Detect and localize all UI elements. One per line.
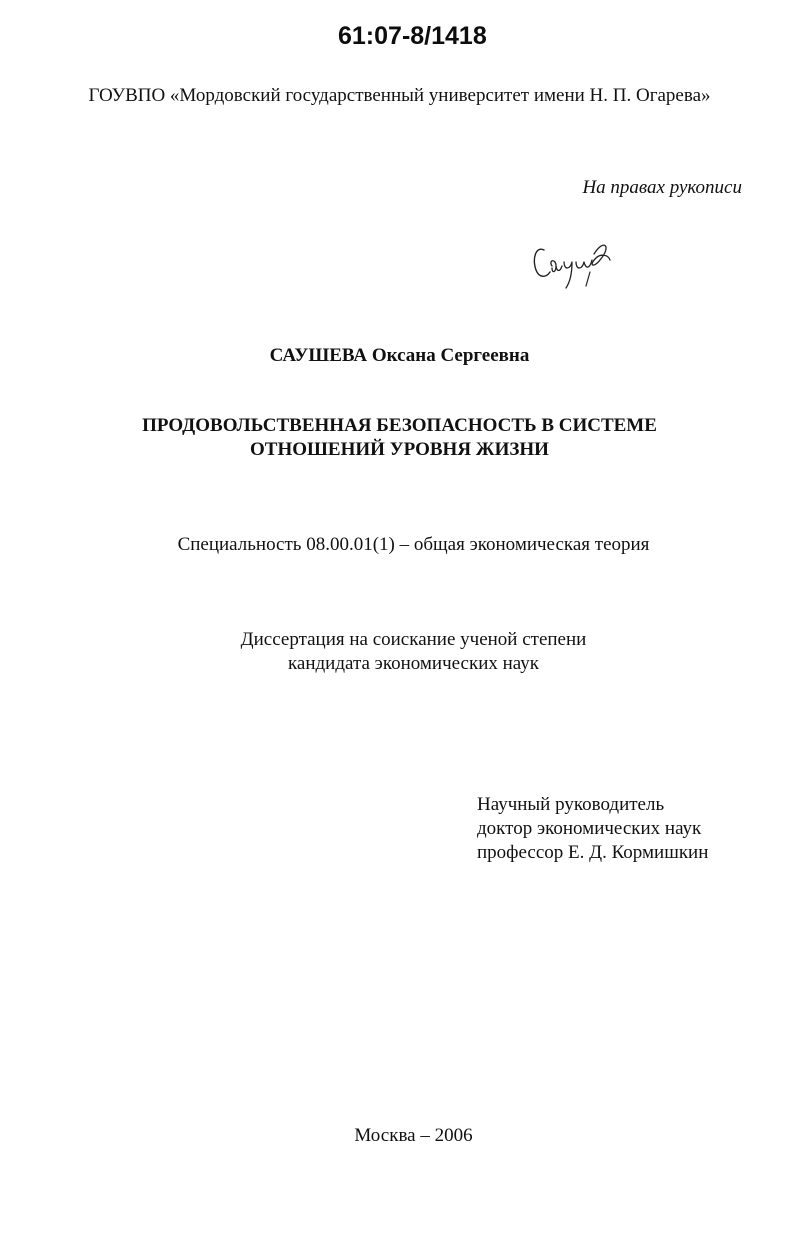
institution-name: ГОУВПО «Мордовский государственный университет имени Н. П. Огарева» xyxy=(88,85,711,106)
supervisor-line-1: Научный руководитель xyxy=(477,794,665,815)
supervisor-block xyxy=(477,793,708,865)
title-line-2: ОТНОШЕНИЙ УРОВНЯ ЖИЗНИ xyxy=(250,439,549,460)
author-name: САУШЕВА Оксана Сергеевна xyxy=(269,345,530,366)
degree-line-2: кандидата экономических наук xyxy=(287,653,540,674)
title-line-1: ПРОДОВОЛЬСТВЕННАЯ БЕЗОПАСНОСТЬ В СИСТЕМЕ xyxy=(142,415,657,436)
degree-statement xyxy=(0,628,799,676)
supervisor-line-3: профессор Е. Д. Кормишкин xyxy=(477,842,709,863)
city-year: Москва – 2006 xyxy=(354,1125,473,1146)
specialty-line: Специальность 08.00.01(1) – общая экономическая теория xyxy=(177,534,650,555)
dissertation-title xyxy=(0,414,799,462)
manuscript-rights-note: На правах рукописи xyxy=(582,177,742,198)
archive-stamp-code: 61:07-8/1418 xyxy=(338,22,487,50)
handwritten-signature xyxy=(530,232,614,290)
degree-line-1: Диссертация на соискание ученой степени xyxy=(240,629,587,650)
supervisor-line-2: доктор экономических наук xyxy=(477,818,702,839)
